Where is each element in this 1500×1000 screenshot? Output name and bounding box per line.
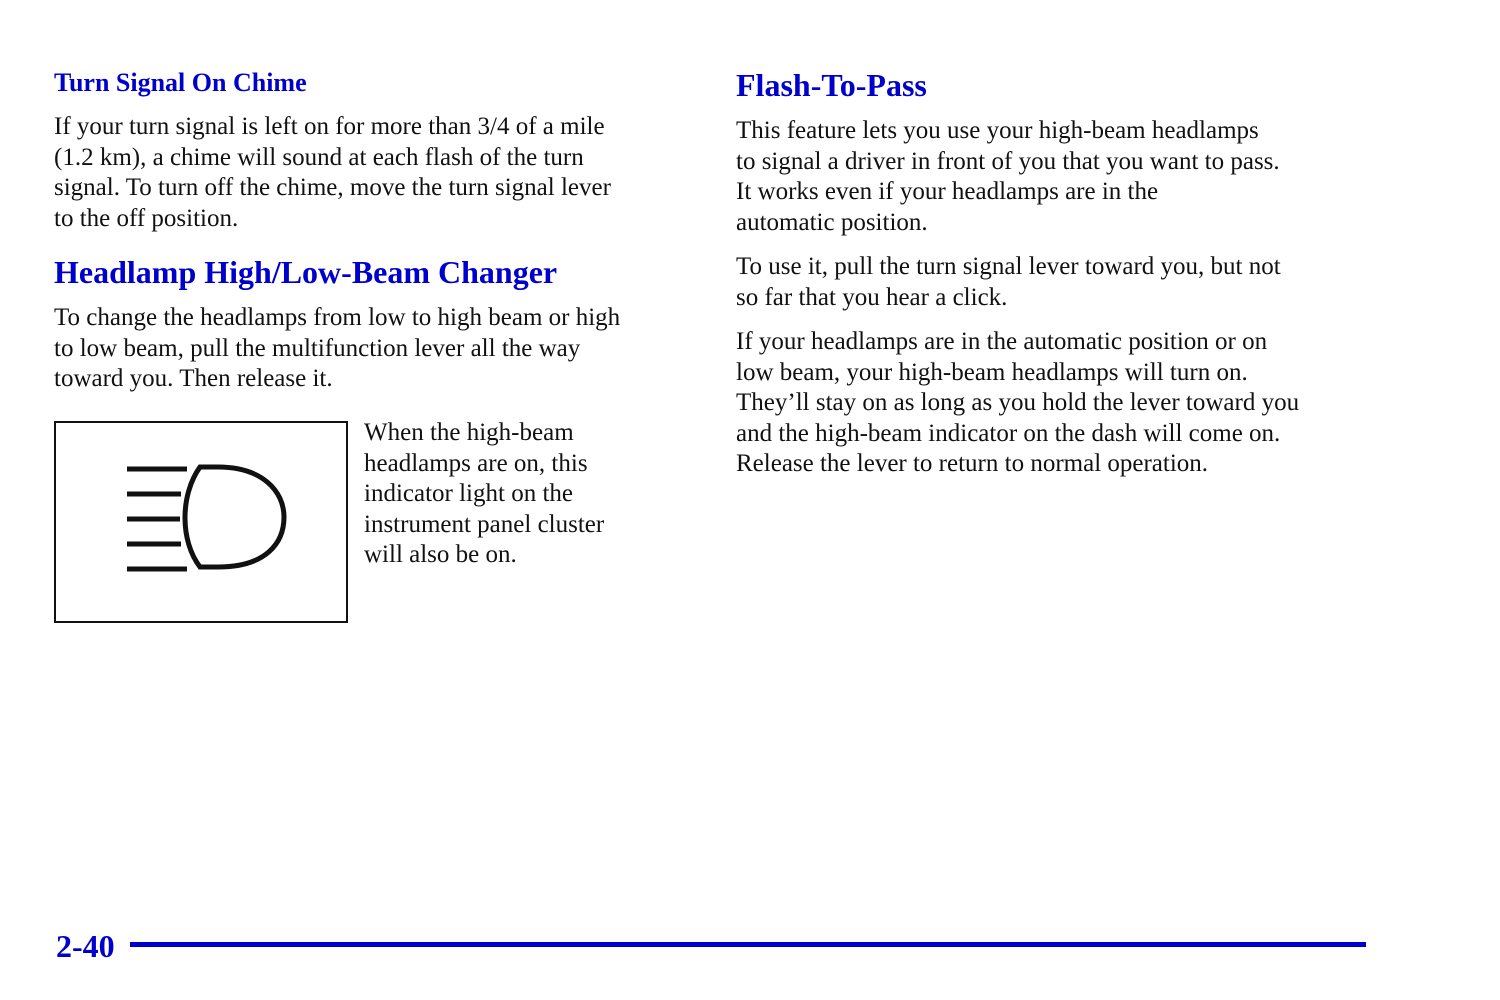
text-line: When the high-beam: [364, 419, 574, 446]
text-line: Release the lever to return to normal operation.: [736, 450, 1209, 477]
text-line: (1.2 km), a chime will sound at each flash of the turn: [54, 143, 584, 171]
flash-to-pass-paragraph-2: [736, 252, 1281, 313]
high-beam-indicator-icon: [56, 423, 346, 621]
flash-to-pass-heading: Flash-To-Pass: [736, 67, 927, 103]
page-number: 2-40: [56, 928, 115, 964]
flash-to-pass-paragraph-3: [736, 327, 1299, 480]
text-line: and the high-beam indicator on the dash will come on.: [736, 419, 1281, 447]
headlamp-changer-heading: Headlamp High/Low-Beam Changer: [54, 254, 558, 290]
text-line: will also be on.: [364, 541, 517, 568]
text-line: headlamps are on, this: [364, 449, 588, 477]
text-line: to the off position.: [54, 204, 239, 232]
figure-caption: [364, 418, 604, 571]
text-line: automatic position.: [736, 208, 928, 236]
text-line: indicator light on the: [364, 480, 573, 507]
text-line: to low beam, pull the multifunction lever all the way: [54, 334, 581, 362]
text-line: low beam, your high-beam headlamps will turn on.: [736, 358, 1248, 386]
headlamp-changer-paragraph: [54, 303, 620, 395]
text-line: If your turn signal is left on for more than 3/4 of a mile: [54, 113, 605, 140]
text-line: They’ll stay on as long as you hold the lever toward you: [736, 389, 1300, 416]
flash-to-pass-paragraph-1: [736, 116, 1280, 238]
text-line: signal. To turn off the chime, move the turn signal lever: [54, 174, 611, 201]
text-line: instrument panel cluster: [364, 510, 605, 538]
text-line: To change the headlamps from low to high beam or high: [54, 304, 621, 331]
text-line: It works even if your headlamps are in the: [736, 178, 1159, 205]
text-line: To use it, pull the turn signal lever toward you, but not: [736, 253, 1281, 280]
footer-rule: [130, 942, 1366, 947]
text-line: so far that you hear a click.: [736, 283, 1008, 311]
turn-signal-chime-heading: Turn Signal On Chime: [54, 68, 307, 97]
high-beam-indicator-figure: [54, 421, 348, 623]
text-line: This feature lets you use your high-beam headlamps: [736, 117, 1259, 144]
turn-signal-chime-paragraph: [54, 112, 611, 234]
text-line: If your headlamps are in the automatic position or on: [736, 328, 1268, 355]
text-line: toward you. Then release it.: [54, 365, 333, 392]
text-line: to signal a driver in front of you that you want to pass.: [736, 147, 1280, 175]
